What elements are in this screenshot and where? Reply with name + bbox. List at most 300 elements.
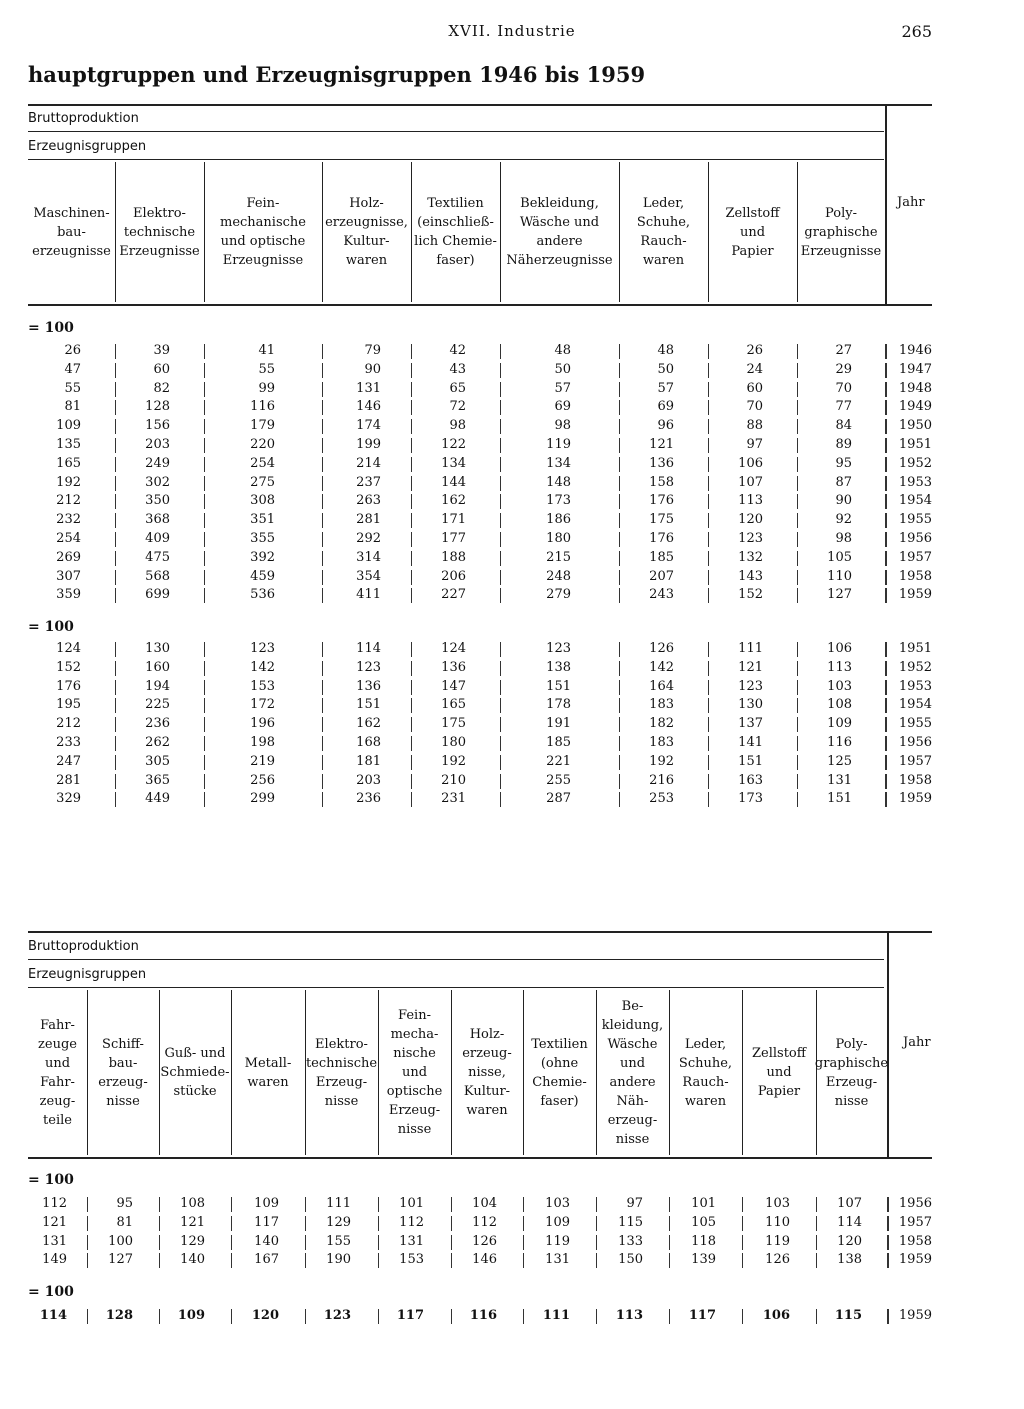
table-cell: 141 <box>738 735 763 750</box>
table-cell: 176 <box>649 531 674 546</box>
table-cell: 195 <box>56 697 81 713</box>
table-cell: 98 <box>449 418 466 434</box>
row-year: 1956 <box>898 735 932 750</box>
table-cell: 292 <box>356 531 381 546</box>
table-cell: 203 <box>145 437 170 452</box>
table2-column-header: Fahr- zeuge und Fahr- zeug- teile <box>38 1017 77 1128</box>
table-1-year-header: Jahr <box>897 195 925 210</box>
column-rule <box>500 457 501 472</box>
table-cell: 106 <box>827 641 852 656</box>
table-cell: 60 <box>746 380 763 396</box>
table-1-jahr-divider <box>885 104 887 304</box>
table-cell: 103 <box>545 1196 570 1211</box>
column-rule <box>500 438 501 453</box>
table-cell: 186 <box>546 512 571 528</box>
table-cell: 115 <box>834 1308 862 1323</box>
table-cell: 57 <box>554 380 571 396</box>
table-cell: 188 <box>441 549 466 565</box>
table-row <box>0 790 1024 809</box>
table-cell: 120 <box>251 1308 279 1323</box>
table-cell: 96 <box>657 418 674 434</box>
table-cell: 109 <box>545 1214 570 1230</box>
table-cell: 89 <box>835 437 852 452</box>
table-cell: 123 <box>323 1308 351 1323</box>
table2-column-header: Textilien (ohne Chemie- faser) <box>531 1036 588 1109</box>
column-rule <box>500 717 501 732</box>
column-rule <box>204 680 205 695</box>
table-cell: 307 <box>56 568 81 584</box>
table-cell: 132 <box>738 549 763 565</box>
table-cell: 178 <box>546 697 571 713</box>
table-row <box>0 586 1024 605</box>
column-rule <box>500 419 501 434</box>
table-cell: 151 <box>827 791 852 807</box>
table-cell: 109 <box>254 1196 279 1211</box>
table-cell: 101 <box>399 1196 424 1211</box>
table2-column-header: Holz- erzeug- nisse, Kultur- waren <box>462 1027 512 1118</box>
table-cell: 113 <box>827 659 852 675</box>
column-rule <box>500 400 501 415</box>
table-cell: 165 <box>56 455 81 471</box>
column-rule <box>204 344 205 359</box>
table-cell: 210 <box>441 772 466 788</box>
table-cell: 84 <box>835 418 852 434</box>
column-rule <box>500 588 501 603</box>
table-cell: 185 <box>546 735 571 750</box>
table-1-header-sub: Erzeugnisgruppen <box>28 139 147 154</box>
table-cell: 262 <box>145 735 170 750</box>
table-cell: 42 <box>449 343 466 358</box>
table-cell: 43 <box>449 361 466 377</box>
table-cell: 146 <box>356 399 381 415</box>
table-cell: 106 <box>762 1308 790 1323</box>
column-rule <box>500 792 501 807</box>
table-cell: 181 <box>356 753 381 769</box>
table-cell: 136 <box>649 455 674 471</box>
table-row <box>0 696 1024 715</box>
column-rule <box>500 698 501 713</box>
table-cell: 121 <box>649 437 674 452</box>
table-cell: 392 <box>250 549 275 565</box>
column-rule <box>204 792 205 807</box>
table-cell: 110 <box>827 568 852 584</box>
row-year: 1955 <box>898 716 932 732</box>
table-cell: 151 <box>738 753 763 769</box>
table-cell: 149 <box>42 1252 67 1268</box>
table-cell: 69 <box>657 399 674 415</box>
table-cell: 106 <box>738 455 763 471</box>
table1-column-divider <box>115 162 116 302</box>
table-cell: 129 <box>326 1214 351 1230</box>
table-cell: 97 <box>746 437 763 452</box>
table-cell: 116 <box>469 1308 497 1323</box>
table-cell: 95 <box>835 455 852 471</box>
table-cell: 112 <box>42 1196 67 1211</box>
table-row <box>0 568 1024 587</box>
table-row <box>0 398 1024 417</box>
table-cell: 281 <box>356 512 381 528</box>
table-cell: 90 <box>835 493 852 509</box>
table-cell: 203 <box>356 772 381 788</box>
table-cell: 231 <box>441 791 466 807</box>
table-cell: 130 <box>145 641 170 656</box>
table-cell: 39 <box>153 343 170 358</box>
table-row <box>0 1214 1024 1233</box>
table-1-top-rule <box>28 104 932 106</box>
column-rule <box>204 513 205 528</box>
column-rule <box>204 755 205 770</box>
table-cell: 243 <box>649 587 674 603</box>
table-row <box>0 549 1024 568</box>
column-rule <box>500 382 501 397</box>
table-cell: 174 <box>356 418 381 434</box>
page-number: 265 <box>901 22 932 41</box>
column-rule <box>204 419 205 434</box>
row-year: 1959 <box>898 1308 932 1323</box>
table-cell: 308 <box>250 493 275 509</box>
table-cell: 109 <box>56 418 81 434</box>
table-row <box>0 417 1024 436</box>
table-cell: 411 <box>356 587 381 603</box>
table-cell: 95 <box>116 1196 133 1211</box>
table-cell: 98 <box>554 418 571 434</box>
row-year: 1957 <box>898 549 932 565</box>
column-rule <box>204 551 205 566</box>
table-cell: 119 <box>545 1233 570 1249</box>
row-year: 1952 <box>898 455 932 471</box>
row-year: 1949 <box>898 399 932 415</box>
table-cell: 103 <box>827 678 852 694</box>
table-cell: 185 <box>649 549 674 565</box>
column-rule <box>500 344 501 359</box>
table-row <box>0 734 1024 753</box>
table-cell: 156 <box>145 418 170 434</box>
table-cell: 192 <box>441 753 466 769</box>
table-cell: 192 <box>56 474 81 490</box>
table-cell: 248 <box>546 568 571 584</box>
table-cell: 70 <box>746 399 763 415</box>
table-row <box>0 530 1024 549</box>
table-cell: 127 <box>827 587 852 603</box>
row-year: 1954 <box>898 697 932 713</box>
table-cell: 114 <box>356 641 381 656</box>
table-cell: 162 <box>441 493 466 509</box>
row-year: 1953 <box>898 474 932 490</box>
table2-block2-base-label: = 100 <box>28 1284 74 1300</box>
table-cell: 111 <box>738 641 763 656</box>
table-cell: 568 <box>145 568 170 584</box>
table-cell: 79 <box>364 343 381 358</box>
table-cell: 118 <box>691 1233 716 1249</box>
table-cell: 107 <box>837 1196 862 1211</box>
table-cell: 126 <box>765 1252 790 1268</box>
table-row <box>0 753 1024 772</box>
table-cell: 254 <box>250 455 275 471</box>
table-cell: 50 <box>657 361 674 377</box>
column-rule <box>500 680 501 695</box>
table2-block1-base-label: = 100 <box>28 1172 74 1188</box>
table-cell: 227 <box>441 587 466 603</box>
table-cell: 116 <box>250 399 275 415</box>
table-cell: 359 <box>56 587 81 603</box>
table-cell: 216 <box>649 772 674 788</box>
table-cell: 206 <box>441 568 466 584</box>
column-rule <box>204 642 205 657</box>
table-cell: 123 <box>546 641 571 656</box>
table2-column-header: Metall- waren <box>244 1055 292 1090</box>
table-cell: 120 <box>738 512 763 528</box>
table2-column-divider <box>451 990 452 1155</box>
table-2-rule <box>28 987 884 988</box>
table-2-top-rule <box>28 931 932 933</box>
table1-column-header: Elektro- technische Erzeugnisse <box>119 205 200 259</box>
table-cell: 135 <box>56 437 81 452</box>
table1-column-divider <box>797 162 798 302</box>
table1-column-header: Zellstoff und Papier <box>725 205 780 259</box>
column-rule <box>204 774 205 789</box>
table-cell: 165 <box>441 697 466 713</box>
table-cell: 215 <box>546 549 571 565</box>
table1-column-divider <box>500 162 501 302</box>
table-cell: 69 <box>554 399 571 415</box>
table-cell: 173 <box>546 493 571 509</box>
column-rule <box>500 570 501 585</box>
row-year: 1958 <box>898 568 932 584</box>
column-rule <box>204 698 205 713</box>
table2-column-header: Poly- graphische Erzeug- nisse <box>814 1036 889 1109</box>
table-cell: 142 <box>649 659 674 675</box>
table-cell: 131 <box>399 1233 424 1249</box>
table2-column-header: Zellstoff und Papier <box>752 1046 806 1099</box>
table2-column-header: Schiff- bau- erzeug- nisse <box>98 1036 148 1109</box>
table-cell: 162 <box>356 716 381 732</box>
column-rule <box>204 661 205 676</box>
table1-block1-base-label: = 100 <box>28 320 74 336</box>
table-cell: 129 <box>180 1233 205 1249</box>
table-cell: 148 <box>546 474 571 490</box>
column-rule <box>204 570 205 585</box>
table-cell: 126 <box>649 641 674 656</box>
table-cell: 247 <box>56 753 81 769</box>
table-cell: 220 <box>250 437 275 452</box>
table-cell: 279 <box>546 587 571 603</box>
table-cell: 168 <box>356 735 381 750</box>
table-cell: 92 <box>835 512 852 528</box>
table1-column-divider <box>322 162 323 302</box>
table-cell: 275 <box>250 474 275 490</box>
table-cell: 175 <box>441 716 466 732</box>
table-cell: 368 <box>145 512 170 528</box>
table-row <box>0 1251 1024 1270</box>
table-cell: 72 <box>449 399 466 415</box>
column-rule <box>500 513 501 528</box>
table-cell: 232 <box>56 512 81 528</box>
table-cell: 158 <box>649 474 674 490</box>
table-cell: 198 <box>250 735 275 750</box>
table-2-header-top: Bruttoproduktion <box>28 939 139 954</box>
table-cell: 152 <box>738 587 763 603</box>
table-cell: 152 <box>56 659 81 675</box>
table-cell: 151 <box>546 678 571 694</box>
row-year: 1955 <box>898 512 932 528</box>
table-cell: 237 <box>356 474 381 490</box>
table1-column-divider <box>619 162 620 302</box>
column-rule <box>500 532 501 547</box>
table-row <box>0 772 1024 791</box>
table-cell: 144 <box>441 474 466 490</box>
table2-column-divider <box>87 990 88 1155</box>
table-cell: 121 <box>42 1214 67 1230</box>
table-cell: 48 <box>657 343 674 358</box>
row-year: 1958 <box>898 1233 932 1249</box>
table2-column-divider <box>523 990 524 1155</box>
table-cell: 212 <box>56 716 81 732</box>
table-cell: 110 <box>765 1214 790 1230</box>
table-cell: 249 <box>145 455 170 471</box>
row-year: 1947 <box>898 361 932 377</box>
table-row <box>0 511 1024 530</box>
row-year: 1951 <box>898 641 932 656</box>
table-cell: 350 <box>145 493 170 509</box>
table-cell: 113 <box>738 493 763 509</box>
table-1-header-bottom-rule <box>28 304 932 306</box>
table-cell: 47 <box>64 361 81 377</box>
table2-column-divider <box>742 990 743 1155</box>
table-cell: 131 <box>356 380 381 396</box>
table-cell: 172 <box>250 697 275 713</box>
table-cell: 124 <box>441 641 466 656</box>
table-cell: 29 <box>835 361 852 377</box>
table-cell: 329 <box>56 791 81 807</box>
table1-column-header: Poly- graphische Erzeugnisse <box>800 205 882 259</box>
table-2-rule <box>28 959 884 960</box>
row-year: 1957 <box>898 1214 932 1230</box>
table-cell: 351 <box>250 512 275 528</box>
table-cell: 140 <box>180 1252 205 1268</box>
table-row <box>0 380 1024 399</box>
table-cell: 108 <box>827 697 852 713</box>
table-cell: 41 <box>258 343 275 358</box>
table-row <box>0 342 1024 361</box>
table-cell: 48 <box>554 343 571 358</box>
table-cell: 299 <box>250 791 275 807</box>
column-rule <box>204 494 205 509</box>
table-cell: 107 <box>738 474 763 490</box>
table-cell: 109 <box>177 1308 205 1323</box>
table-cell: 163 <box>738 772 763 788</box>
column-rule <box>204 457 205 472</box>
column-rule <box>500 363 501 378</box>
table-cell: 190 <box>326 1252 351 1268</box>
column-rule <box>204 588 205 603</box>
table-cell: 219 <box>250 753 275 769</box>
table-cell: 233 <box>56 735 81 750</box>
table-cell: 55 <box>258 361 275 377</box>
table-cell: 236 <box>356 791 381 807</box>
table-row <box>0 492 1024 511</box>
table-row <box>0 715 1024 734</box>
table-cell: 26 <box>746 343 763 358</box>
table-cell: 131 <box>545 1252 570 1268</box>
table-cell: 50 <box>554 361 571 377</box>
table-cell: 101 <box>691 1196 716 1211</box>
table2-column-divider <box>596 990 597 1155</box>
table-2-header-bottom-rule <box>28 1157 932 1159</box>
table-cell: 88 <box>746 418 763 434</box>
table-cell: 109 <box>827 716 852 732</box>
table-row <box>0 1195 1024 1214</box>
table-row <box>0 659 1024 678</box>
table1-column-header: Fein- mechanische und optische Erzeugnisse <box>220 196 306 268</box>
table-cell: 176 <box>56 678 81 694</box>
table-cell: 117 <box>688 1308 716 1323</box>
table-1-header-top: Bruttoproduktion <box>28 111 139 126</box>
table-cell: 143 <box>738 568 763 584</box>
table-cell: 57 <box>657 380 674 396</box>
table-cell: 134 <box>546 455 571 471</box>
table-cell: 123 <box>738 531 763 546</box>
table-cell: 175 <box>649 512 674 528</box>
table-cell: 150 <box>618 1252 643 1268</box>
table-cell: 449 <box>145 791 170 807</box>
table-cell: 183 <box>649 735 674 750</box>
table-1-rule <box>28 131 884 132</box>
table-cell: 112 <box>472 1214 497 1230</box>
table-cell: 173 <box>738 791 763 807</box>
row-year: 1950 <box>898 418 932 434</box>
column-rule <box>204 382 205 397</box>
table-cell: 134 <box>441 455 466 471</box>
row-year: 1953 <box>898 678 932 694</box>
table-cell: 99 <box>258 380 275 396</box>
table1-block2-base-label: = 100 <box>28 619 74 635</box>
table-cell: 164 <box>649 678 674 694</box>
table-cell: 287 <box>546 791 571 807</box>
table1-column-divider <box>708 162 709 302</box>
table1-column-header: Maschinen- bau- erzeugnisse <box>32 205 111 259</box>
table-cell: 207 <box>649 568 674 584</box>
table-cell: 475 <box>145 549 170 565</box>
table-cell: 125 <box>827 753 852 769</box>
table-cell: 167 <box>254 1252 279 1268</box>
table-cell: 136 <box>441 659 466 675</box>
row-year: 1948 <box>898 380 932 396</box>
column-rule <box>500 551 501 566</box>
table-cell: 87 <box>835 474 852 490</box>
row-year: 1956 <box>898 1196 932 1211</box>
table-cell: 256 <box>250 772 275 788</box>
table-cell: 253 <box>649 791 674 807</box>
table-cell: 182 <box>649 716 674 732</box>
table1-column-divider <box>411 162 412 302</box>
table-cell: 119 <box>765 1233 790 1249</box>
row-year: 1954 <box>898 493 932 509</box>
table-cell: 225 <box>145 697 170 713</box>
table-cell: 124 <box>56 641 81 656</box>
table-row <box>0 361 1024 380</box>
table-cell: 199 <box>356 437 381 452</box>
table-cell: 82 <box>153 380 170 396</box>
table-row <box>0 1307 1024 1326</box>
table-cell: 100 <box>108 1233 133 1249</box>
table1-column-header: Bekleidung, Wäsche und andere Näherzeugnisse <box>506 196 613 268</box>
column-rule <box>500 642 501 657</box>
table-cell: 103 <box>765 1196 790 1211</box>
table-cell: 70 <box>835 380 852 396</box>
table-cell: 105 <box>827 549 852 565</box>
row-year: 1956 <box>898 531 932 546</box>
table-cell: 123 <box>356 659 381 675</box>
